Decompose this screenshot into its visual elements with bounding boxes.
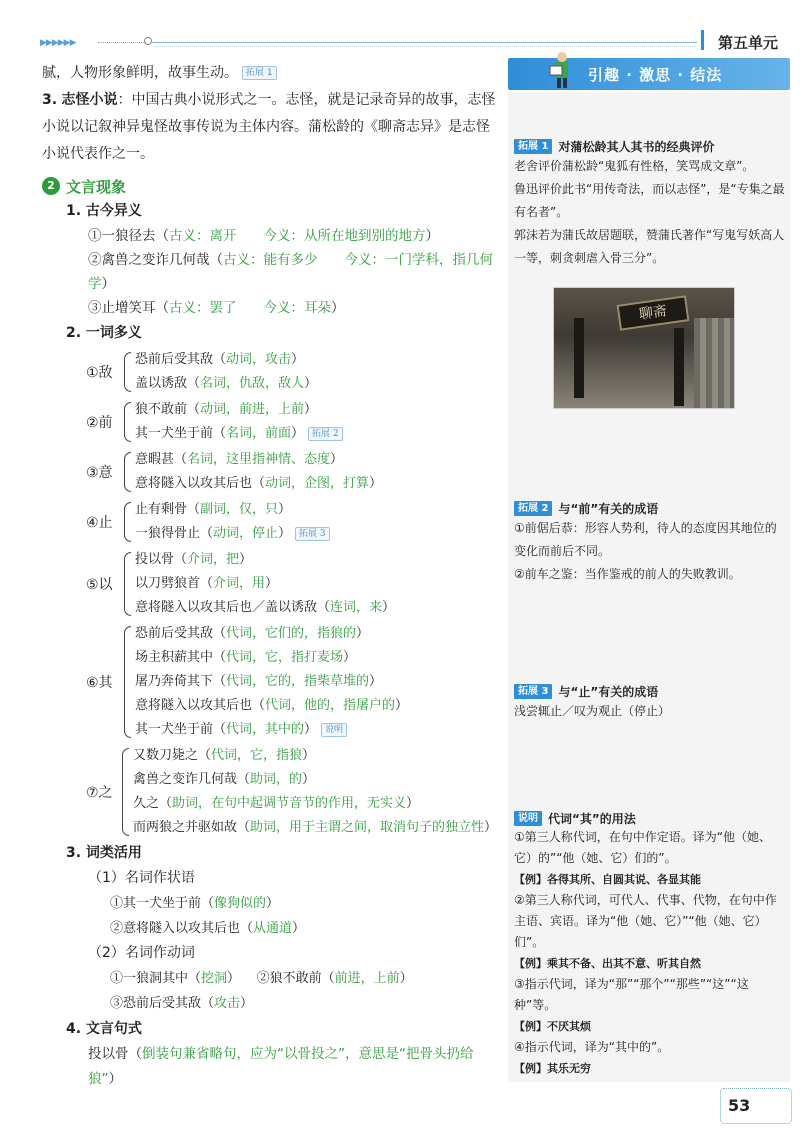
- item-gloss: 代词，他的，指屠户的: [265, 698, 396, 713]
- group-label: ⑥其: [86, 675, 113, 691]
- plaque: 聊斋: [617, 295, 690, 330]
- item-close: ）: [265, 576, 279, 591]
- section-title: 文言现象: [66, 177, 127, 196]
- polysemy-group: [86, 448, 497, 496]
- example-line: [135, 718, 408, 742]
- item-close: ）: [369, 674, 383, 689]
- note-line: ③指示代词，译为“那”“那个”“那些”“这”“这种”等。: [514, 977, 749, 1012]
- item-3: [42, 87, 497, 168]
- example-line: [135, 548, 395, 572]
- item-close: ）: [278, 502, 292, 517]
- item-gloss: 从通道: [253, 921, 293, 936]
- polysemy-group: [86, 348, 497, 396]
- group-lines: [135, 398, 343, 446]
- item-close: ）: [304, 376, 318, 391]
- extension-head: [514, 138, 786, 155]
- example-line: [135, 596, 395, 620]
- item-text: 止有剩骨（: [135, 502, 201, 517]
- body-line: ①前倨后恭：形容人势利，待人的态度因其地位的变化而前后不同。: [514, 521, 777, 558]
- extension-title: 与“止”有关的成语: [558, 685, 659, 699]
- item-close: ）: [330, 452, 344, 467]
- section-badge: 2: [42, 177, 60, 195]
- item-close: ）: [240, 996, 254, 1011]
- example-line: [135, 694, 408, 718]
- item-close: ）: [304, 402, 318, 417]
- polysemy-group: [86, 398, 497, 446]
- note-box: [514, 810, 786, 1079]
- circle-icon: [144, 37, 152, 45]
- extension-title: 对蒲松龄其人其书的经典评价: [558, 140, 715, 154]
- example-line: [135, 348, 317, 372]
- item-text: 恐前后受其敌（: [135, 352, 227, 367]
- example-line: [135, 372, 317, 396]
- section-heading: [42, 174, 497, 198]
- body-line: 老舍评价蒲松龄“鬼狐有性格，笑骂成文章”。: [514, 159, 755, 173]
- item-text: ①一狼洞其中（: [110, 971, 202, 986]
- note-head: [514, 810, 786, 827]
- top-line-text: 腻，人物形象鲜明，故事生动。: [42, 65, 238, 81]
- group-lines: [135, 498, 330, 546]
- item-close: ）: [343, 650, 357, 665]
- wall-image: [694, 318, 734, 408]
- item-gloss: 介词，把: [187, 552, 240, 567]
- top-line: [42, 60, 497, 87]
- example-line: [135, 448, 382, 472]
- example-line: [135, 522, 330, 546]
- extension-tag: 拓展 1: [514, 139, 552, 154]
- item-gloss: 古义：离开 今义：从所在地到别的地方: [169, 228, 426, 244]
- brace: [124, 552, 131, 616]
- item-close: ）: [405, 796, 419, 811]
- extension-head: [514, 500, 786, 517]
- extension-link[interactable]: 拓展 3: [295, 527, 330, 541]
- item-close: ）: [382, 600, 396, 615]
- item-text: 恐前后受其敌（: [135, 626, 227, 641]
- item-gloss: 动词，企图，打算: [265, 476, 370, 491]
- group-label: ⑦之: [86, 785, 113, 801]
- subheading: 2. 一词多义: [66, 325, 142, 341]
- page-number: 53: [728, 1096, 751, 1115]
- ancient-modern-list: [42, 224, 497, 320]
- item-text: 场主积薪其中（: [135, 650, 227, 665]
- item-gloss: 像狗似的: [214, 896, 267, 911]
- note-example: 【例】乘其不备、出其不意、听其自然: [514, 957, 701, 970]
- item-close: ）: [483, 820, 497, 835]
- example-line: [133, 792, 497, 816]
- item-close: ）: [108, 1071, 122, 1087]
- group-label: ②前: [86, 415, 113, 431]
- item-text: 以刀劈狼首（: [135, 576, 214, 591]
- item-gloss: 攻击: [214, 996, 241, 1011]
- item-text: 狼不敢前（: [135, 402, 201, 417]
- note-example: 【例】各得其所、自圆其说、各显其能: [514, 873, 701, 886]
- item-gloss: 副词，仅，只: [200, 502, 279, 517]
- list-item: [110, 991, 497, 1016]
- item-text: ②意将隧入以攻其后也（: [110, 921, 254, 936]
- item-gloss: 助词，在句中起调节音节的作用，无实义: [171, 796, 406, 811]
- example-line: [135, 498, 330, 522]
- item-close: ）: [331, 300, 345, 316]
- item-close: ）: [425, 228, 439, 244]
- banner-title: 引趣 · 激思 · 结法: [588, 66, 723, 84]
- extension-3: [514, 683, 786, 723]
- item-gloss: 代词，它，指狼: [210, 748, 302, 763]
- item-gloss: 连词，来: [330, 600, 383, 615]
- item-text: 意将隧入以攻其后也／盖以诱敌（: [135, 600, 331, 615]
- item-text: ③恐前后受其敌（: [110, 996, 215, 1011]
- item-gloss: 代词，它的，指柴草堆的: [226, 674, 370, 689]
- brace: [124, 452, 131, 492]
- example-line: [135, 572, 395, 596]
- item-text: 一狼得骨止（: [135, 526, 214, 541]
- item-gloss: 代词，它们的，指狼的: [226, 626, 357, 641]
- note-line: ①第三人称代词，在句中作定语。译为“他（她、它）的”“他（她、它）们的”。: [514, 830, 771, 865]
- item-close: ）: [239, 552, 253, 567]
- item-gloss: 名词，仇敌，敌人: [200, 376, 305, 391]
- subheading-minor: （2）名词作动词: [88, 945, 195, 961]
- item-close: ）: [301, 772, 315, 787]
- divider: [98, 42, 146, 43]
- note-body: [514, 827, 786, 1079]
- subheading-minor: （1）名词作状语: [88, 870, 195, 886]
- polysemy-group: [86, 548, 497, 620]
- example-line: [133, 768, 497, 792]
- note-line: ④指示代词，译为“其中的”。: [514, 1040, 670, 1054]
- polysemy-groups: [42, 348, 497, 840]
- extension-body: [514, 517, 786, 586]
- item-close: ）: [356, 626, 370, 641]
- item-text: 屠乃奔倚其下（: [135, 674, 227, 689]
- item-text: 其一犬坐于前（: [135, 426, 227, 441]
- item-text: 其一犬坐于前（: [135, 722, 227, 737]
- example-line: [133, 816, 497, 840]
- example-line: [133, 744, 497, 768]
- unit-title: 第五单元: [717, 34, 778, 52]
- brace: [124, 402, 131, 442]
- body-line: 郭沫若为蒲氏故居题联，赞蒲氏著作“写鬼写妖高人一等，刺贪刺虐入骨三分”。: [514, 228, 785, 265]
- list-item: [88, 224, 497, 248]
- brace: [124, 502, 131, 542]
- page-header: [0, 28, 800, 58]
- item-gloss: 代词，其中的: [226, 722, 305, 737]
- group-label: ⑤以: [86, 577, 113, 593]
- item-gloss: 名词，前面: [226, 426, 292, 441]
- list-item: [88, 296, 497, 320]
- extension-2: [514, 500, 786, 586]
- item-close: ）: [101, 276, 115, 292]
- item-gloss: 名词，这里指神情、态度: [187, 452, 331, 467]
- item-close: ）: [399, 971, 413, 986]
- item-text: 又数刀毙之（: [132, 748, 211, 763]
- list-item: [110, 966, 497, 991]
- group-label: ③意: [86, 465, 113, 481]
- item-gloss: 代词，它，指打麦场: [226, 650, 344, 665]
- brace: [124, 626, 131, 738]
- group-label: ④止: [86, 515, 113, 531]
- item-gloss: 介词，用: [213, 576, 266, 591]
- note-example: 【例】其乐无穷: [514, 1062, 591, 1075]
- extension-tag: 拓展 2: [514, 501, 552, 516]
- note-tag: 说明: [514, 811, 542, 826]
- item-gloss: 动词，停止: [213, 526, 279, 541]
- example-line: [135, 422, 343, 446]
- item-text: ①其一犬坐于前（: [110, 896, 215, 911]
- item-gloss: 前进，上前: [334, 971, 400, 986]
- item-close: ）: [227, 971, 241, 986]
- extension-title: 与“前”有关的成语: [558, 502, 659, 516]
- item-close: ）: [278, 526, 292, 541]
- extension-head: [514, 683, 786, 700]
- group-label: ①敌: [86, 365, 113, 381]
- item-text: 意将隧入以攻其后也（: [135, 476, 266, 491]
- item-close: ）: [291, 352, 305, 367]
- item-close: ）: [395, 698, 409, 713]
- item-text: ②狼不敢前（: [256, 971, 335, 986]
- example-line: [135, 472, 382, 496]
- item-heading: 志怪小说: [61, 92, 118, 108]
- example-line: [135, 646, 408, 670]
- extension-link[interactable]: 说明: [321, 723, 347, 737]
- example-line: [135, 398, 343, 422]
- item-text: ：中国古典小说形式之一。志怪，就是记录奇异的故事，志怪小说以记叙神异鬼怪故事传说为主体内容。蒲松龄的《聊斋志异》是志怪小说代表作之一。: [42, 92, 496, 162]
- extension-1: [514, 138, 786, 270]
- arrow-decoration-icon: ▶▶▶▶▶▶: [40, 38, 76, 48]
- item-close: ）: [291, 426, 305, 441]
- body-line: 鲁迅评价此书“用传奇法，而以志怪”，是“专集之最有名者”。: [514, 182, 785, 219]
- item-close: ）: [304, 722, 318, 737]
- item-text: 禽兽之变诈几何哉（: [132, 772, 250, 787]
- item-gloss: 古义：能有多少 今义：一门学科，指几何学: [88, 252, 493, 292]
- group-lines: [135, 548, 395, 620]
- note-example: 【例】不厌其烦: [514, 1020, 591, 1033]
- left-column: [42, 60, 497, 1092]
- item-gloss: 动词，前进，上前: [200, 402, 305, 417]
- item-text: 投以骨（: [135, 552, 188, 567]
- note-title: 代词“其”的用法: [548, 812, 636, 826]
- list-item: [110, 891, 497, 916]
- subheading: 3. 词类活用: [66, 845, 142, 861]
- item-gloss: 动词，攻击: [226, 352, 292, 367]
- group-lines: [135, 622, 408, 742]
- item-close: ）: [369, 476, 383, 491]
- extension-link[interactable]: 拓展 1: [242, 66, 277, 80]
- noun-adverbial-list: [42, 891, 497, 941]
- list-item: [110, 916, 497, 941]
- extension-link[interactable]: 拓展 2: [308, 427, 343, 441]
- extension-body: 浅尝辄止／叹为观止（停止）: [514, 704, 671, 718]
- item-text: 意将隧入以攻其后也（: [135, 698, 266, 713]
- item-number: 3.: [42, 92, 58, 108]
- subheading: 4. 文言句式: [66, 1021, 142, 1037]
- brace: [122, 748, 129, 836]
- right-banner-wrap: [508, 58, 790, 90]
- body-line: ②前车之鉴：当作鉴戒的前人的失败教训。: [514, 567, 741, 581]
- list-item: [88, 248, 497, 296]
- divider: [152, 42, 697, 43]
- divider: [155, 46, 695, 47]
- item-gloss: 助词，的: [249, 772, 302, 787]
- study-photo: [553, 287, 735, 409]
- extension-body: [514, 155, 786, 270]
- polysemy-group: [86, 498, 497, 546]
- item-text: ①一狼径去（: [88, 228, 169, 244]
- item-gloss: 挖洞: [201, 971, 228, 986]
- brace: [124, 352, 131, 392]
- scroll-image: [674, 328, 684, 406]
- item-text: 久之（: [132, 796, 172, 811]
- extension-tag: 拓展 3: [514, 684, 552, 699]
- group-lines: [135, 348, 317, 396]
- example-line: [135, 622, 408, 646]
- polysemy-group: [86, 622, 497, 742]
- item-text: ③止增笑耳（: [88, 300, 169, 316]
- group-lines: [135, 448, 382, 496]
- sentence-pattern: [88, 1042, 497, 1092]
- item-text: 意暇甚（: [135, 452, 188, 467]
- subheading: 1. 古今异义: [66, 203, 142, 219]
- item-close: ）: [266, 896, 280, 911]
- unit-bar: [701, 30, 704, 50]
- item-text: ②禽兽之变诈几何哉（: [88, 252, 223, 268]
- banner: [508, 58, 790, 90]
- item-text: 而两狼之并驱如故（: [132, 820, 250, 835]
- reader-icon: [548, 50, 576, 90]
- item-close: ）: [292, 921, 306, 936]
- item-text: 盖以诱敌（: [135, 376, 201, 391]
- item-gloss: 倒装句兼省略句，应为“以骨投之”，意思是“把骨头扔给狼”: [88, 1046, 474, 1087]
- note-line: ②第三人称代词，可代人、代事、代物，在句中作主语、宾语。译为“他（她、它）”“他（她、它）们”。: [514, 893, 777, 949]
- item-gloss: 古义：罢了 今义：耳朵: [169, 300, 331, 316]
- item-text: 投以骨（: [88, 1046, 142, 1062]
- scroll-image: [574, 318, 584, 398]
- item-gloss: 助词，用于主谓之间，取消句子的独立性: [249, 820, 484, 835]
- group-lines: [133, 744, 497, 840]
- item-close: ）: [301, 748, 315, 763]
- example-line: [135, 670, 408, 694]
- polysemy-group: [86, 744, 497, 840]
